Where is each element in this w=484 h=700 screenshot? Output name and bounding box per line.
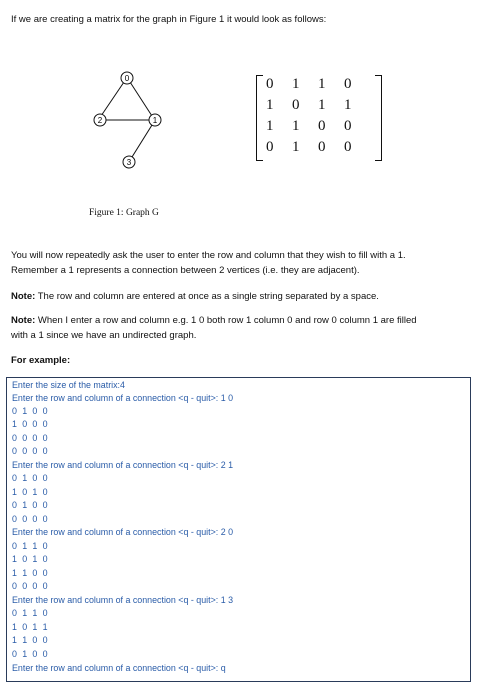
matrix-row (266, 76, 370, 92)
matrix-cell: 1 (292, 76, 300, 92)
graph-edges (101, 82, 152, 157)
matrix-row (266, 139, 370, 155)
graph-node-0 (121, 72, 133, 84)
matrix-cell: 0 (266, 139, 274, 155)
console-matrix-line: 0 1 1 0 (12, 608, 49, 618)
console-prompt-line: Enter the row and column of a connection <q - quit>: 2 1 (12, 460, 234, 470)
matrix-cell: 1 (318, 97, 326, 113)
edge-1-3 (132, 125, 152, 157)
edge-0-2 (101, 82, 124, 116)
console-matrix-line: 0 1 1 0 (12, 541, 49, 551)
console-matrix-line: 1 0 1 0 (12, 554, 49, 564)
matrix-cell: 1 (292, 139, 300, 155)
matrix-cell: 0 (344, 139, 352, 155)
note-row (11, 290, 379, 303)
intro-text: If we are creating a matrix for the graph in Figure 1 it would look as follows: (11, 14, 327, 25)
edge-0-1 (130, 82, 152, 116)
note-text: The row and column are entered at once as a single string separated by a space. (35, 291, 379, 302)
node-label-0: 0 (124, 74, 130, 83)
graph-node-3 (123, 156, 135, 168)
note-text-continued: with a 1 since we have an undirected graph. (11, 330, 197, 341)
example-label: For example: (11, 355, 71, 366)
node-label-1: 1 (152, 116, 158, 125)
matrix-cell: 0 (292, 97, 300, 113)
paragraph-line: You will now repeatedly ask the user to enter the row and column that they wish to fill with a 1. (11, 250, 406, 261)
console-matrix-line: 0 0 0 0 (12, 581, 49, 591)
matrix-row (266, 118, 370, 134)
console-matrix-line: 1 0 1 1 (12, 622, 49, 632)
graph-figure (88, 68, 178, 178)
note-row (11, 314, 417, 327)
console-output (6, 377, 471, 682)
matrix-cell: 0 (344, 76, 352, 92)
console-prompt-line: Enter the size of the matrix:4 (12, 380, 125, 390)
console-matrix-line: 0 0 0 0 (12, 446, 49, 456)
console-matrix-line: 1 1 0 0 (12, 635, 49, 645)
console-matrix-line: 0 1 0 0 (12, 500, 49, 510)
matrix-cell: 1 (266, 118, 274, 134)
console-matrix-line: 0 1 0 0 (12, 406, 49, 416)
matrix-right-bracket (375, 75, 382, 161)
paragraph-line: Remember a 1 represents a connection between 2 vertices (i.e. they are adjacent). (11, 265, 360, 276)
console-matrix-line: 0 1 0 0 (12, 473, 49, 483)
console-prompt-line: Enter the row and column of a connection <q - quit>: 1 3 (12, 595, 234, 605)
note-label: Note: (11, 291, 36, 302)
figure-caption: Figure 1: Graph G (89, 208, 159, 218)
matrix-cell: 1 (318, 76, 326, 92)
console-matrix-line: 1 0 1 0 (12, 487, 49, 497)
node-label-2: 2 (97, 116, 103, 125)
console-matrix-line: 1 1 0 0 (12, 568, 49, 578)
console-prompt-line: Enter the row and column of a connection <q - quit>: q (12, 663, 226, 673)
adjacency-matrix (256, 73, 386, 159)
graph-node-1 (149, 114, 161, 126)
note-text: When I enter a row and column e.g. 1 0 both row 1 column 0 and row 0 column 1 are filled (35, 315, 417, 326)
matrix-cell: 1 (266, 97, 274, 113)
matrix-row (266, 97, 370, 113)
console-prompt-line: Enter the row and column of a connection <q - quit>: 2 0 (12, 527, 234, 537)
matrix-cell: 0 (318, 118, 326, 134)
console-matrix-line: 1 0 0 0 (12, 419, 49, 429)
matrix-cell: 0 (318, 139, 326, 155)
note-label: Note: (11, 315, 36, 326)
console-prompt-line: Enter the row and column of a connection <q - quit>: 1 0 (12, 393, 234, 403)
matrix-cell: 1 (292, 118, 300, 134)
console-matrix-line: 0 0 0 0 (12, 514, 49, 524)
matrix-cell: 1 (344, 97, 352, 113)
console-matrix-line: 0 1 0 0 (12, 649, 49, 659)
console-matrix-line: 0 0 0 0 (12, 433, 49, 443)
matrix-left-bracket (256, 75, 263, 161)
matrix-cell: 0 (266, 76, 274, 92)
graph-node-2 (94, 114, 106, 126)
node-label-3: 3 (126, 158, 132, 167)
matrix-cell: 0 (344, 118, 352, 134)
